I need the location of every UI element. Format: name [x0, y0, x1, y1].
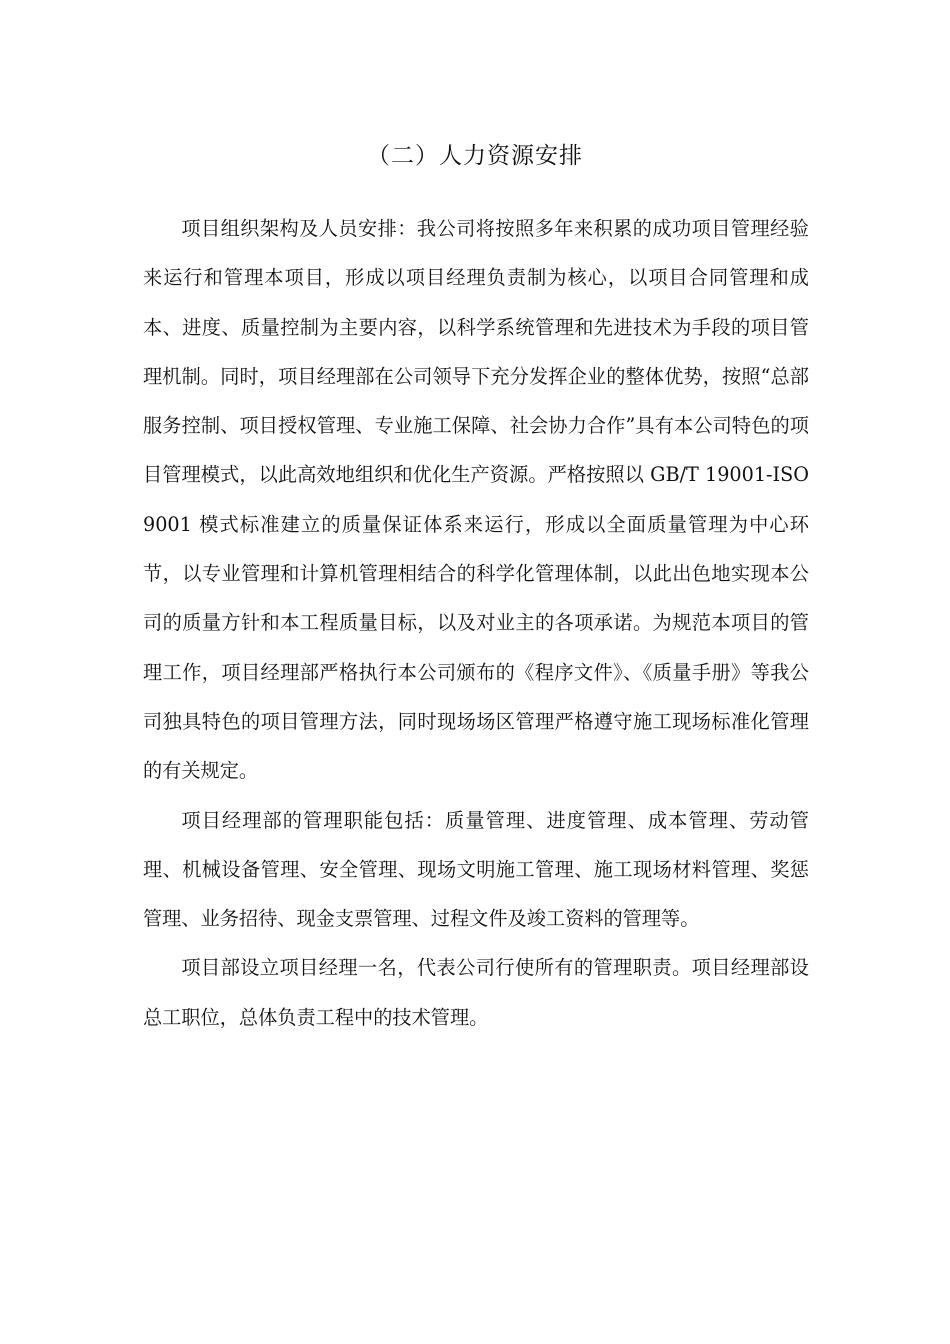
paragraph-organization: 项目组织架构及人员安排：我公司将按照多年来积累的成功项目管理经验来运行和管理本项目，形成以项目经理负责制为核心，以项目合同管理和成本、进度、质量控制为主要内容，以科学系统管理和先进技术为手段的项目管理机制。同时，项目经理部在公司领导下充分发挥企业的整体优势，按照“总部服务控制、项目授权管理、专业施工保障、社会协力合作”具有本公司特色的项目管理模式，以此高效地组织和优化生产资源。严格按照以 GB/T 19001-ISO9001 模式标准建立的质量保证体系来运行，形成以全面质量管理为中心环节，以专业管理和计算机管理相结合的科学化管理体制，以此出色地实现本公司的质量方针和本工程质量目标，以及对业主的各项承诺。为规范本项目的管理工作，项目经理部严格执行本公司颁布的《程序文件》、《质量手册》等我公司独具特色的项目管理方法，同时现场场区管理严格遵守施工现场标准化管理的有关规定。 [143, 217, 809, 783]
paragraph-project-manager: 项目部设立项目经理一名，代表公司行使所有的管理职责。项目经理部设总工职位，总体负责工程中的技术管理。 [143, 956, 809, 1029]
paragraph-management-functions: 项目经理部的管理职能包括：质量管理、进度管理、成本管理、劳动管理、机械设备管理、安全管理、现场文明施工管理、施工现场材料管理、奖惩管理、业务招待、现金支票管理、过程文件及竣工资料的管理等。 [143, 808, 809, 931]
document-body [143, 204, 809, 1042]
section-title: （二）人力资源安排 [367, 143, 583, 169]
